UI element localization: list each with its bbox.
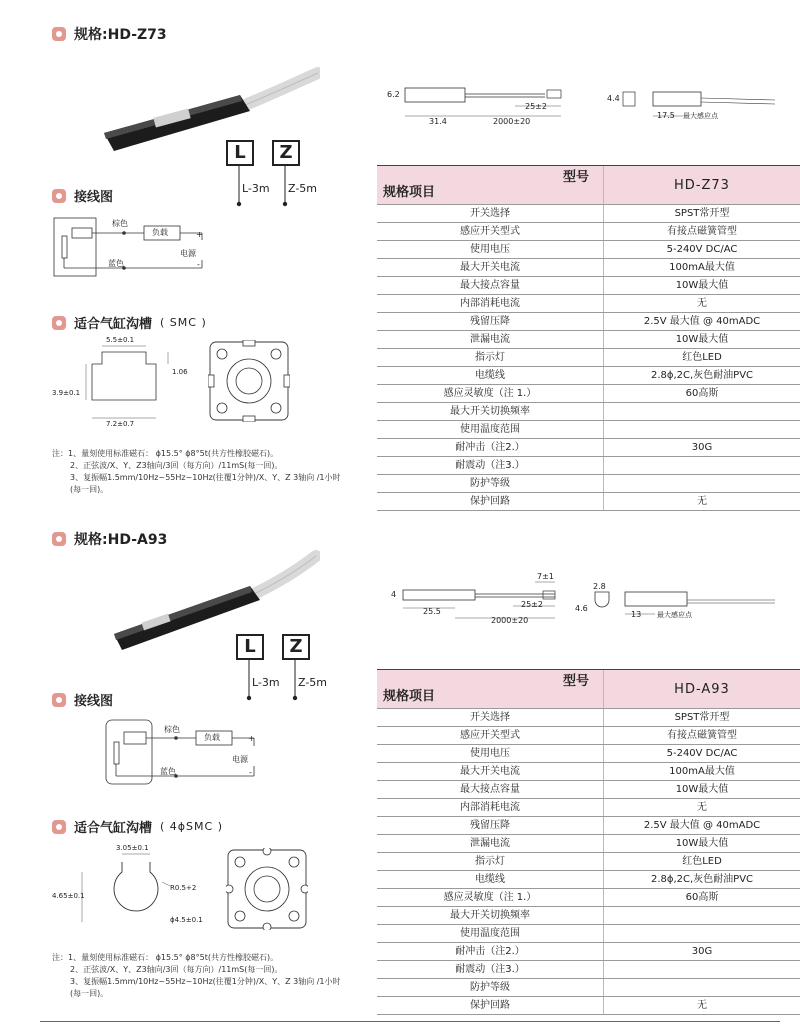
- lz-box-z: Z: [272, 140, 300, 166]
- table-row: [377, 889, 800, 907]
- bullet-icon: [52, 693, 66, 707]
- spec-table: [377, 669, 800, 1015]
- spec-value: [604, 907, 800, 925]
- spec-value: 30G: [604, 439, 800, 457]
- table-row: [377, 907, 800, 925]
- dim-body-length: 31.4: [429, 117, 447, 126]
- table-row: [377, 403, 800, 421]
- spec-value: [604, 421, 800, 439]
- power-label: 电源: [180, 249, 196, 258]
- spec-item: 内部消耗电流: [377, 799, 604, 817]
- max-sensing-point-label: 最大感应点: [683, 112, 718, 120]
- header-model-value: HD-A93: [604, 670, 800, 709]
- spec-value: [604, 403, 800, 421]
- spec-item: 使用温度范围: [377, 925, 604, 943]
- slot-dim-diameter: ɸ4.5±0.1: [170, 916, 203, 924]
- spec-value: 2.5V 最大值 @ 40mADC: [604, 313, 800, 331]
- spec-item: 最大开关切换频率: [377, 403, 604, 421]
- spec-item: 使用电压: [377, 745, 604, 763]
- wire-blue-label: 蓝色: [160, 767, 176, 776]
- plus-sign: +: [248, 734, 255, 743]
- spec-item: 最大开关电流: [377, 259, 604, 277]
- spec-item: 最大开关切换频率: [377, 907, 604, 925]
- spec-value: 无: [604, 493, 800, 511]
- slot-title: 适合气缸沟槽 ( SMC ): [52, 313, 207, 332]
- wire-blue-label: 蓝色: [108, 259, 124, 268]
- dim-strip: 25±2: [525, 102, 547, 111]
- bullet-icon: [52, 820, 66, 834]
- slot-diagram: [52, 334, 198, 430]
- table-row: [377, 439, 800, 457]
- spec-table-header: [377, 166, 800, 205]
- table-row: [377, 799, 800, 817]
- spec-value: 无: [604, 799, 800, 817]
- spec-item: 电缆线: [377, 871, 604, 889]
- slot-dim-height: 4.65±0.1: [52, 892, 85, 900]
- table-row: [377, 493, 800, 511]
- table-row: [377, 475, 800, 493]
- spec-value: 无: [604, 997, 800, 1015]
- table-row: [377, 457, 800, 475]
- lz-label-l: L-3m: [252, 676, 280, 689]
- bullet-icon: [52, 27, 66, 41]
- table-row: [377, 205, 800, 223]
- dim-side-height: 4.6: [575, 604, 588, 613]
- spec-value: 10W最大值: [604, 277, 800, 295]
- table-row: [377, 763, 800, 781]
- spec-item: 电缆线: [377, 367, 604, 385]
- table-row: [377, 421, 800, 439]
- spec-item: 泄漏电流: [377, 331, 604, 349]
- spec-item: 开关选择: [377, 205, 604, 223]
- table-row: [377, 817, 800, 835]
- table-row: [377, 385, 800, 403]
- table-row: [377, 853, 800, 871]
- spec-value: 60高斯: [604, 889, 800, 907]
- spec-value: 10W最大值: [604, 331, 800, 349]
- notes-block: 注：1、量刻使用标准磁石： ɸ15.5° ɸ8°5t(共方性橡胶磁石)。 2、正弦波/X、Y、Z3轴向/3回（每方向）/11mS(每一回)。 3、复振幅1.5mm/10Hz~55Hz~10Hz(往覆1分钟)/X、Y、Z 3轴向 /1小时 (每一回)。: [52, 953, 341, 998]
- spec-item: 最大接点容量: [377, 277, 604, 295]
- header-model-label: 型号: [562, 170, 589, 185]
- table-row: [377, 943, 800, 961]
- dim-side-height: 4.4: [607, 94, 620, 103]
- spec-item: 最大接点容量: [377, 781, 604, 799]
- table-row: [377, 997, 800, 1015]
- spec-item: 耐震动（注3.）: [377, 961, 604, 979]
- wiring-diagram: [52, 212, 220, 282]
- spec-value: 100mA最大值: [604, 763, 800, 781]
- slot-dim-width: 5.5±0.1: [106, 336, 135, 344]
- lz-label-l: L-3m: [242, 182, 270, 195]
- spec-value: SPST常开型: [604, 709, 800, 727]
- power-label: 电源: [232, 755, 248, 764]
- spec-item: 残留压降: [377, 817, 604, 835]
- spec-item: 防护等级: [377, 979, 604, 997]
- spec-value: 5-240V DC/AC: [604, 241, 800, 259]
- slot-diagram: [52, 842, 222, 932]
- wire-brown-label: 棕色: [164, 725, 180, 734]
- table-row: [377, 871, 800, 889]
- table-row: [377, 331, 800, 349]
- table-row: [377, 259, 800, 277]
- spec-value: 红色LED: [604, 853, 800, 871]
- table-row: [377, 835, 800, 853]
- table-row: [377, 277, 800, 295]
- slot-dim-height: 3.9±0.1: [52, 389, 81, 397]
- dim-sensing-offset: 13: [631, 610, 642, 619]
- dim-height: 6.2: [387, 90, 400, 99]
- dim-height: 4: [391, 590, 397, 599]
- max-sensing-point-label: 最大感应点: [657, 611, 692, 619]
- notes-block: 注：1、量刻使用标准磁石： ɸ15.5° ɸ8°5t(共方性橡胶磁石)。 2、正弦波/X、Y、Z3轴向/3回（每方向）/11mS(每一回)。 3、复振幅1.5mm/10Hz~55Hz~10Hz(往覆1分钟)/X、Y、Z 3轴向 /1小时 (每一回)。: [52, 449, 341, 494]
- table-row: [377, 295, 800, 313]
- spec-value: 2.8ɸ,2C,灰色耐油PVC: [604, 367, 800, 385]
- bullet-icon: [52, 532, 66, 546]
- table-row: [377, 781, 800, 799]
- lz-label-z: Z-5m: [288, 182, 318, 195]
- spec-value: 10W最大值: [604, 835, 800, 853]
- spec-value: 红色LED: [604, 349, 800, 367]
- lz-box-z: Z: [282, 634, 310, 660]
- spec-item: 保护回路: [377, 997, 604, 1015]
- table-row: [377, 313, 800, 331]
- section-title-hd-a93: 规格:HD-A93: [52, 529, 167, 549]
- section-title-hd-z73: 规格:HD-Z73: [52, 24, 167, 44]
- spec-table: [377, 165, 800, 511]
- dimension-drawing: [385, 78, 785, 128]
- spec-value: 10W最大值: [604, 781, 800, 799]
- table-row: [377, 745, 800, 763]
- spec-value: 无: [604, 295, 800, 313]
- spec-item: 残留压降: [377, 313, 604, 331]
- wiring-title: 接线图: [52, 690, 113, 709]
- slot-dim-base: 7.2±0.7: [106, 420, 135, 428]
- dim-strip: 25±2: [521, 600, 543, 609]
- spec-item: 指示灯: [377, 349, 604, 367]
- table-row: [377, 727, 800, 745]
- bullet-icon: [52, 189, 66, 203]
- spec-value: 30G: [604, 943, 800, 961]
- spec-value: SPST常开型: [604, 205, 800, 223]
- slot-dim-depth: 1.06: [172, 368, 188, 376]
- load-label: 负载: [152, 228, 168, 237]
- spec-item: 使用电压: [377, 241, 604, 259]
- spec-item: 耐冲击（注2.）: [377, 439, 604, 457]
- spec-item: 使用温度范围: [377, 421, 604, 439]
- spec-value: 有接点磁簧管型: [604, 727, 800, 745]
- dim-body-length: 25.5: [423, 607, 441, 616]
- spec-item: 保护回路: [377, 493, 604, 511]
- cylinder-cross-section: [208, 340, 290, 422]
- header-corner-cell: [377, 670, 604, 709]
- dimension-drawing: [385, 570, 785, 626]
- slot-title: 适合气缸沟槽 ( 4ɸSMC ): [52, 817, 223, 836]
- dim-cable-length: 2000±20: [493, 117, 531, 126]
- spec-item: 开关选择: [377, 709, 604, 727]
- header-model-label: 型号: [562, 674, 589, 689]
- spec-item: 感应灵敏度（注 1.）: [377, 889, 604, 907]
- plus-sign: +: [196, 230, 203, 239]
- wiring-diagram: [104, 716, 272, 788]
- dim-sensing-offset: 17.5: [657, 111, 675, 120]
- spec-item: 防护等级: [377, 475, 604, 493]
- spec-value: 2.8ɸ,2C,灰色耐油PVC: [604, 871, 800, 889]
- spec-value: 60高斯: [604, 385, 800, 403]
- lz-label-z: Z-5m: [298, 676, 328, 689]
- table-row: [377, 223, 800, 241]
- table-row: [377, 709, 800, 727]
- spec-value: [604, 457, 800, 475]
- dim-end: 7±1: [537, 572, 554, 581]
- spec-item: 感应开关型式: [377, 727, 604, 745]
- minus-sign: -: [249, 768, 252, 777]
- table-row: [377, 367, 800, 385]
- slot-dim-opening: 3.05±0.1: [116, 844, 149, 852]
- slot-dim-radius: R0.5+2: [170, 884, 197, 892]
- spec-value: [604, 475, 800, 493]
- spec-value: 有接点磁簧管型: [604, 223, 800, 241]
- spec-item: 耐震动（注3.）: [377, 457, 604, 475]
- spec-value: 2.5V 最大值 @ 40mADC: [604, 817, 800, 835]
- spec-item: 感应灵敏度（注 1.）: [377, 385, 604, 403]
- wiring-title: 接线图: [52, 186, 113, 205]
- spec-value: [604, 961, 800, 979]
- spec-item: 泄漏电流: [377, 835, 604, 853]
- lz-box-l: L: [226, 140, 254, 166]
- cylinder-cross-section: [226, 848, 308, 930]
- header-spec-label: 规格项目: [383, 689, 436, 704]
- spec-item: 指示灯: [377, 853, 604, 871]
- spec-item: 感应开关型式: [377, 223, 604, 241]
- spec-table-header: [377, 670, 800, 709]
- table-row: [377, 241, 800, 259]
- spec-value: [604, 979, 800, 997]
- minus-sign: -: [197, 260, 200, 269]
- dim-cable-dia: 2.8: [593, 582, 606, 591]
- lz-box-l: L: [236, 634, 264, 660]
- spec-value: 100mA最大值: [604, 259, 800, 277]
- table-row: [377, 925, 800, 943]
- header-corner-cell: [377, 166, 604, 205]
- wire-brown-label: 棕色: [112, 219, 128, 228]
- spec-item: 耐冲击（注2.）: [377, 943, 604, 961]
- table-row: [377, 979, 800, 997]
- spec-item: 最大开关电流: [377, 763, 604, 781]
- table-row: [377, 349, 800, 367]
- spec-value: 5-240V DC/AC: [604, 745, 800, 763]
- bullet-icon: [52, 316, 66, 330]
- load-label: 负载: [204, 733, 220, 742]
- spec-value: [604, 925, 800, 943]
- table-row: [377, 961, 800, 979]
- header-model-value: HD-Z73: [604, 166, 800, 205]
- header-spec-label: 规格项目: [383, 185, 436, 200]
- dim-cable-length: 2000±20: [491, 616, 529, 625]
- spec-item: 内部消耗电流: [377, 295, 604, 313]
- bottom-divider: [40, 1021, 780, 1022]
